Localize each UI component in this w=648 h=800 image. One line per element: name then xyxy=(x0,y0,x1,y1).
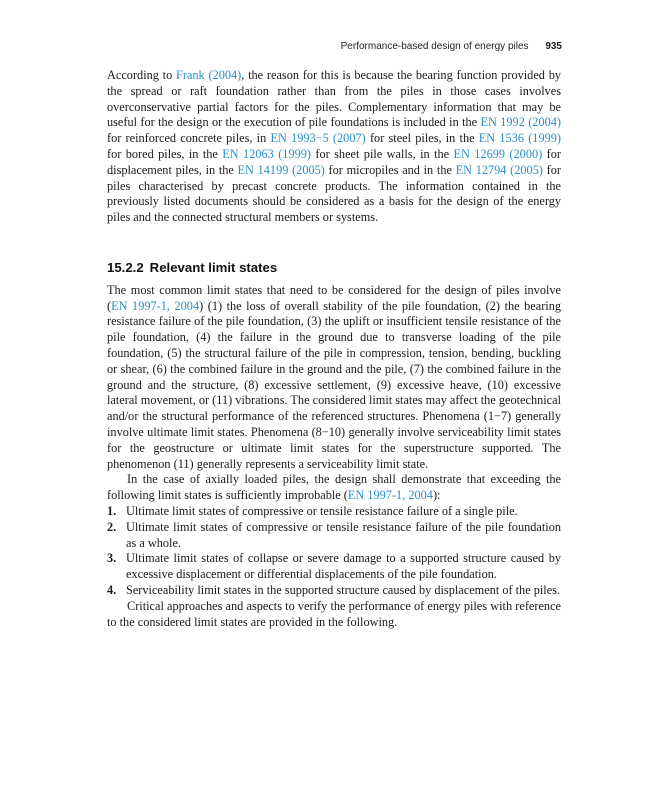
text-run: for micropiles and in the xyxy=(324,162,456,177)
list-number: 2. xyxy=(107,519,117,534)
citation-link[interactable]: Frank (2004) xyxy=(176,68,242,82)
text-run: In the case of axially loaded piles, the design shall demonstrate that exceeding the following limit states is sufficiently improbable ( xyxy=(107,472,561,503)
list-number: 1. xyxy=(107,503,117,518)
list-text: Serviceability limit states in the supported structure caused by displacement of the piles. xyxy=(126,582,561,597)
citation-link[interactable]: EN 1536 (1999) xyxy=(478,131,561,146)
text-run: for steel piles, in the xyxy=(365,131,479,146)
text-run: The most common limit states that need to be considered for the design of piles involve ( xyxy=(107,282,561,313)
running-header xyxy=(341,41,562,52)
text-run: ): xyxy=(432,488,441,503)
list-item xyxy=(107,520,561,552)
citation-link[interactable]: EN 1997-1, 2004 xyxy=(111,298,200,313)
list-number: 3. xyxy=(107,551,117,566)
list-number: 4. xyxy=(107,582,117,597)
body-text xyxy=(107,68,561,630)
list-item xyxy=(107,551,561,583)
citation-link[interactable]: EN 12063 (1999) xyxy=(222,146,311,161)
citation-link[interactable]: EN 12794 (2005) xyxy=(455,162,543,177)
limit-states-list xyxy=(107,504,561,599)
text-run: for sheet pile walls, in the xyxy=(310,146,454,161)
citation-link[interactable]: EN 14199 (2005) xyxy=(237,162,325,177)
citation-link[interactable]: EN 1997-1, 2004 xyxy=(347,488,433,503)
text-run: for piles characterised by precast concrete products. The information contained in the previously listed documents should be considered as a basis for the design of the energy piles and the connected structural members or systems. xyxy=(107,162,561,225)
text-run: According to xyxy=(107,68,177,82)
axial-loading-paragraph xyxy=(107,472,561,504)
citation-link[interactable]: EN 1993−5 (2007) xyxy=(270,131,366,146)
section-title: Relevant limit states xyxy=(149,259,278,275)
page-number: 935 xyxy=(545,41,562,52)
citation-link[interactable]: EN 12699 (2000) xyxy=(453,146,543,161)
text-run: for bored piles, in the xyxy=(107,146,223,161)
text-run: ) (1) the loss of overall stability of the pile foundation, (2) the bearing resistance failure of the pile foundation, (3) the uplift or insufficient tensile resistance of the pile foundation, (4) the failure in the ground due to transverse loading of the pile foundation, (5) the structural failure of the pile in compression, tension, bending, buckling or shear, (6) the combined failure in the ground and the pile, (7) the combined failure in the ground and the structure, (8) excessive settlement, (9) excessive heave, (10) excessive lateral movement, or (11) vibrations. The considered limit states may affect the geotechnical and/or the structural performance of the referenced structures. Phenomena (1−7) generally involve ultimate limit states. Phenomena (8−10) generally involve serviceability limit states for the geostructure or ultimate limit states for the superstructure supported. The phenomenon (11) generally represents a serviceability limit state. xyxy=(107,298,562,471)
running-title: Performance-based design of energy piles xyxy=(340,41,529,52)
section-number: 15.2.2 xyxy=(107,259,144,275)
list-text: Ultimate limit states of compressive or tensile resistance failure of the pile foundation as a whole. xyxy=(126,519,561,550)
limit-states-paragraph xyxy=(107,283,561,473)
intro-paragraph xyxy=(107,68,561,226)
text-run: , the reason for this is because the bearing function provided by the spread or raft foundation rather than from the piles in those cases involves overconservative partial factors for the piles. Complementary information that may be useful for the design or the execution of pile foundations is included in the xyxy=(107,68,562,130)
list-text: Ultimate limit states of compressive or tensile resistance failure of a single pile. xyxy=(126,503,518,518)
section-heading xyxy=(107,226,561,283)
list-text: Ultimate limit states of collapse or severe damage to a supported structure caused by excessive displacement or differential displacements of the pile foundation. xyxy=(126,551,561,582)
list-item xyxy=(107,504,561,520)
citation-link[interactable]: EN 1992 (2004) xyxy=(480,115,561,130)
closing-paragraph: Critical approaches and aspects to verify the performance of energy piles with reference to the considered limit states are provided in the following. xyxy=(107,598,561,629)
text-run: for reinforced concrete piles, in xyxy=(107,131,271,146)
text-run: for displacement piles, in the xyxy=(107,146,561,177)
list-item xyxy=(107,583,561,599)
